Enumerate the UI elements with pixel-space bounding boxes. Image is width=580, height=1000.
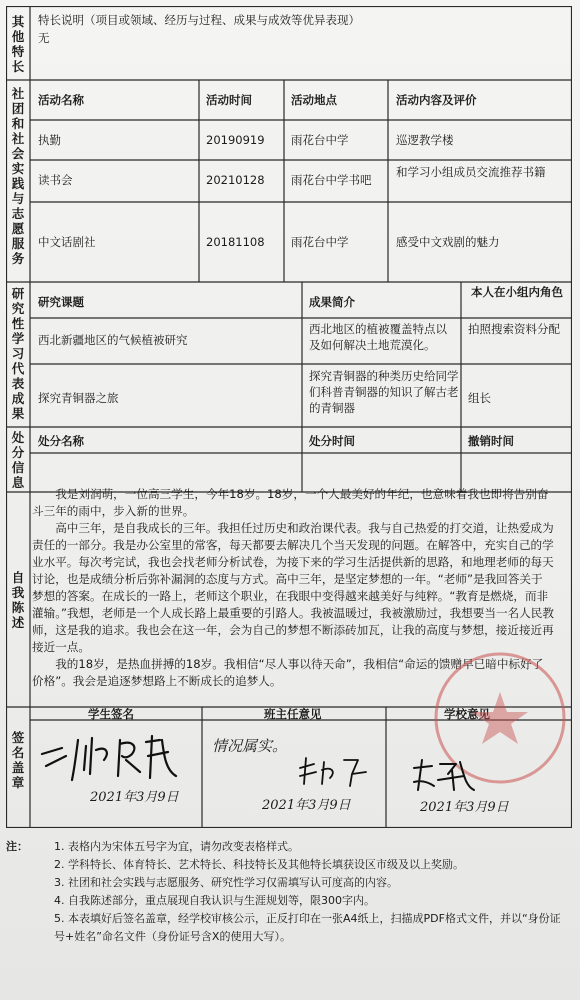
activity-3-content: 感受中文戏剧的魅力 <box>396 235 500 249</box>
teacher-opinion-label: 班主任意见 <box>264 707 322 721</box>
activity-1-time: 20190919 <box>206 133 265 147</box>
teacher-opinion-text: 情况属实。 <box>212 737 288 755</box>
activity-2-name: 读书会 <box>38 173 73 187</box>
research-1-summary: 西北地区的植被覆盖特点以及如何解决土地荒漠化。 <box>309 322 447 352</box>
activity-2-content: 和学习小组成员交流推荐书籍 <box>396 165 546 179</box>
statement-paragraph-1: 我是刘润萌，一位高三学生，今年18岁。18岁，一个人最美好的年纪，也意味着我也即将告别奋斗三年的雨中，步入新的世界。 <box>32 487 549 518</box>
punishment-header-time: 处分时间 <box>309 434 355 448</box>
research-2-role: 组长 <box>468 391 491 405</box>
statement-side-label: 自我陈述 <box>11 570 25 630</box>
school-sign-date: 2021年3月9日 <box>420 800 509 815</box>
school-signature <box>408 756 480 796</box>
activity-2-place: 雨花台中学书吧 <box>291 173 372 187</box>
activities-header-place: 活动地点 <box>291 93 337 107</box>
activities-header-time: 活动时间 <box>206 93 252 107</box>
statement-paragraph-3: 我的18岁，是热血拼搏的18岁。我相信“尽人事以待天命”，我相信“命运的馈赠早已暗中标好了价格”。我会是追逐梦想路上不断成长的追梦人。 <box>32 657 544 688</box>
punishment-header-name: 处分名称 <box>38 434 84 448</box>
signature-side-label: 签名盖章 <box>11 730 25 790</box>
school-opinion-label: 学校意见 <box>444 707 490 721</box>
teacher-signature <box>296 754 376 790</box>
statement-paragraph-2: 高中三年，是自我成长的三年。我担任过历史和政治课代表。我与自己热爱的打交道，让热爱成为责任的一部分。我是办公室里的常客，每天都要去解决几个当天发现的问题。在解答中，充实自己的学业水平。每次考完试，我也会找老师分析试卷，为接下来的学习生活提供新的思路，和地理老师的每天讨论，也是成绩分析后弥补漏洞的态度与方式。高中三年，是坚定梦想的一年。“老师”是我回答关于梦想的答案。在成长的一路上，老师这个职业，在我眼中变得越来越美好与纯粹。“教育是燃烧，而非灌输。”我想，老师是一个人成长路上最重要的引路人。我被温暖过，我被激励过，我想要当一名人民教师，这是我的追求。我也会在这一年，会为自己的梦想不断添砖加瓦，让我的高度与梦想，接近接近再接近一点。 <box>32 521 554 654</box>
note-item-2: 2. 学科特长、体育特长、艺术特长、科技特长及其他特长填获设区市级及以上奖励。 <box>54 858 464 871</box>
punishment-side-label: 处分信息 <box>11 430 25 490</box>
activities-side-label: 社团和社会实践与志愿服务 <box>11 86 25 266</box>
research-side-label: 研究性学习代表成果 <box>11 286 25 421</box>
activity-3-place: 雨花台中学 <box>291 235 349 249</box>
note-item-1: 1. 表格内为宋体五号字为宜，请勿改变表格样式。 <box>54 840 299 853</box>
note-item-5: 5. 本表填好后签名盖章，经学校审核公示，正反打印在一张A4纸上，扫描成PDF格式文件，并以“身份证号+姓名”命名文件（身份证号含X的使用大写）。 <box>54 912 561 943</box>
activity-1-content: 巡逻教学楼 <box>396 133 454 147</box>
specialty-side-label: 其他特长 <box>11 14 25 74</box>
activity-1-place: 雨花台中学 <box>291 133 349 147</box>
note-item-4: 4. 自我陈述部分，重点展现自我认识与生涯规划等，限300字内。 <box>54 894 375 907</box>
teacher-sign-date: 2021年3月9日 <box>262 798 351 813</box>
activity-3-name: 中文话剧社 <box>38 235 96 249</box>
research-header-role: 本人在小组内角色 <box>471 285 563 299</box>
activity-2-time: 20210128 <box>206 173 265 187</box>
activities-header-content: 活动内容及评价 <box>396 93 477 107</box>
research-1-topic: 西北新疆地区的气候植被研究 <box>38 333 188 347</box>
student-signature <box>36 726 196 786</box>
punishment-header-revoke: 撤销时间 <box>468 434 514 448</box>
research-2-summary: 探究青铜器的种类历史给同学们科普青铜器的知识了解古老的青铜器 <box>309 369 459 415</box>
research-2-topic: 探究青铜器之旅 <box>38 391 119 405</box>
research-1-role: 拍照搜索资料分配 <box>468 322 560 336</box>
form-notes <box>6 838 566 946</box>
research-header-summary: 成果简介 <box>309 295 355 309</box>
activity-1-name: 执勤 <box>38 133 61 147</box>
specialty-content: 无 <box>38 31 50 45</box>
activity-3-time: 20181108 <box>206 235 265 249</box>
student-sign-date: 2021年3月9日 <box>90 790 179 805</box>
student-sign-label: 学生签名 <box>88 707 134 721</box>
specialty-heading: 特长说明（项目或领域、经历与过程、成果与成效等优异表现） <box>38 13 360 27</box>
note-item-3: 3. 社团和社会实践与志愿服务、研究性学习仅需填写认可度高的内容。 <box>54 876 398 889</box>
notes-label: 注： <box>6 840 28 853</box>
activities-header-name: 活动名称 <box>38 93 84 107</box>
research-header-topic: 研究课题 <box>38 295 84 309</box>
